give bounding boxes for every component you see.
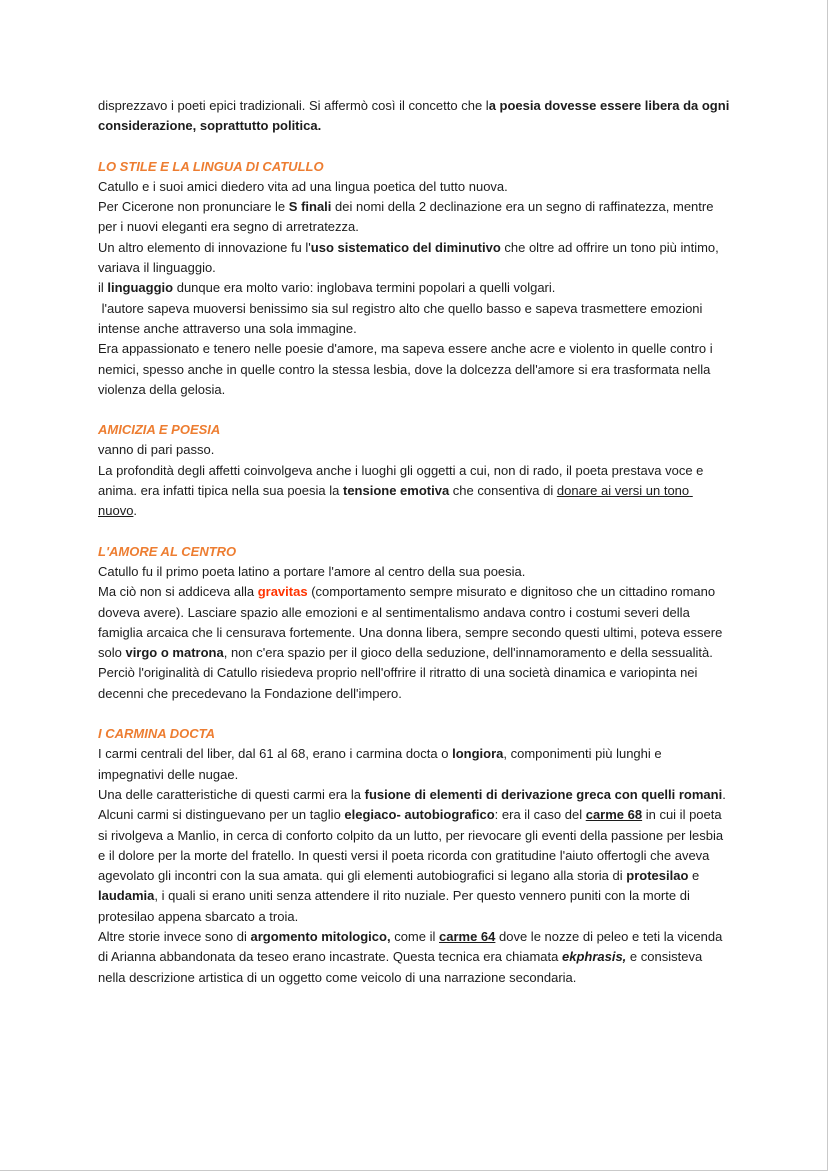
text-run: carme 68 [585, 807, 643, 823]
text-run: ekphrasis, [561, 949, 627, 965]
heading-text: L'AMORE AL CENTRO [98, 543, 237, 559]
text-run: che consentiva di [449, 483, 557, 499]
paragraph [98, 238, 730, 279]
paragraph [98, 177, 730, 197]
text-run: protesilao [626, 868, 689, 884]
text-run: linguaggio [107, 280, 174, 296]
text-run: donare ai versi un tono nuovo [98, 483, 693, 519]
section-heading [98, 157, 730, 177]
section-heading [98, 542, 730, 562]
paragraph [98, 927, 730, 988]
text-run: laudamia [98, 888, 155, 904]
text-run: Catullo e i suoi amici diedero vita ad una lingua poetica del tutto nuova. [98, 178, 508, 194]
paragraph [98, 562, 730, 582]
text-run: e consisteva nella descrizione artistica di un oggetto come veicolo di una narrazione secondaria. [98, 949, 706, 985]
section-heading [98, 420, 730, 440]
paragraph [98, 96, 733, 137]
text-run: dove le nozze di peleo e teti la vicenda di Arianna abbandonata da teseo erano incastrate. Questa tecnica era chiamata [98, 928, 726, 965]
text-run: Ma ciò non si addiceva alla [98, 584, 258, 600]
paragraph [98, 299, 730, 340]
text-run: . [722, 786, 726, 802]
text-run: a poesia dovesse essere libera da ogni considerazione, soprattutto politica. [98, 98, 733, 134]
heading-text: AMICIZIA E POESIA [98, 422, 221, 438]
text-run: disprezzavo i poeti epici tradizionali. Si affermò così il concetto che l [98, 98, 489, 113]
document-content [98, 96, 733, 988]
text-run: S finali [288, 199, 332, 215]
paragraph [98, 805, 730, 927]
text-run: Una delle caratteristiche di questi carmi era la [98, 786, 365, 802]
paragraph [98, 278, 730, 298]
paragraph [98, 582, 730, 663]
text-run: in cui il poeta si rivolgeva a Manlio, in cerca di conforto colpito da un lutto, per rievocare gli eventi della passione per lesbia e il dolore per la morte del fratello. In questi versi il poeta ricorda con gratitudine l'aiuto offertogli che aveva agevolato gli incontri con la sua amata. qui gli elementi autobiografici si legano alla storia di [98, 807, 727, 884]
text-run: . [133, 503, 138, 519]
text-run: , non c'era spazio per il gioco della seduzione, dell'innamoramento e della sessualità. [223, 645, 713, 661]
text-run: fusione di elementi di derivazione greca con quelli romani [364, 786, 723, 802]
text-run: dei nomi della 2 declinazione era un segno di raffinatezza, mentre per i nuovi eleganti era segno di arretratezza. [98, 199, 718, 235]
paragraph [98, 339, 730, 400]
text-run: carme 64 [439, 928, 496, 944]
paragraph [98, 440, 730, 460]
heading-text: LO STILE E LA LINGUA DI CATULLO [98, 158, 324, 174]
paragraph [98, 663, 730, 704]
text-run: Un altro elemento di innovazione fu l' [98, 239, 311, 255]
text-run: Per Cicerone non pronunciare le [98, 199, 289, 215]
text-run: come il [390, 928, 439, 944]
text-run: , i quali si erano uniti senza attendere il rito nuziale. Per questo vennero puniti con la morte di protesilao appena sbarcato a troia. [98, 888, 694, 924]
text-run: Alcuni carmi si distinguevano per un taglio [98, 807, 345, 823]
text-run: Perciò l'originalità di Catullo risiedeva proprio nell'offrire il ritratto di una società dinamica e variopinta nei decenni che precedevano la Fondazione dell'impero. [98, 665, 702, 701]
text-run: La profondità degli affetti coinvolgeva anche i luoghi gli oggetti a cui, non di rado, il poeta prestava voce e anima. era infatti tipica nella sua poesia la [98, 462, 708, 499]
heading-text: I CARMINA DOCTA [98, 726, 215, 742]
text-run: Altre storie invece sono di [98, 928, 251, 944]
text-run: il [98, 280, 108, 296]
text-run: virgo o matrona [125, 645, 224, 661]
text-run: I carmi centrali del liber, dal 61 al 68, erano i carmina docta o [98, 746, 453, 762]
text-run: longiora [452, 746, 504, 762]
paragraph [98, 197, 730, 238]
text-run: elegiaco- autobiografico [344, 807, 495, 823]
text-run: , componimenti più lunghi e impegnativi delle nugae. [98, 746, 666, 782]
text-run: dunque era molto vario: inglobava termini popolari a quelli volgari. [173, 280, 556, 296]
paragraph [98, 744, 730, 785]
text-run: uso sistematico del diminutivo [310, 239, 501, 255]
text-run: : era il caso del [494, 807, 586, 823]
text-run: Era appassionato e tenero nelle poesie d'amore, ma sapeva essere anche acre e violento in quelle contro i nemici, spesso anche in quelle contro la stessa lesbia, dove la dolcezza dell'amore si era trasformata nella violenza della gelosia. [98, 341, 717, 397]
text-run: e [688, 868, 703, 884]
text-run: vanno di pari passo. [98, 442, 215, 458]
text-run: (comportamento sempre misurato e dignitoso che un cittadino romano doveva avere). Lasciare spazio alle emozioni e al sentimentalismo andava contro i costumi severi della famiglia arcaica che li censurava fortemente. Una donna libera, sempre secondo questi ultimi, poteva essere solo [98, 584, 726, 661]
text-run: argomento mitologico, [250, 928, 391, 944]
text-run: gravitas [257, 584, 308, 600]
paragraph [98, 461, 730, 522]
paragraph [98, 785, 730, 805]
text-run: Catullo fu il primo poeta latino a portare l'amore al centro della sua poesia. [98, 563, 526, 579]
section-heading [98, 724, 730, 744]
text-run: che oltre ad offrire un tono più intimo, variava il linguaggio. [98, 239, 723, 276]
text-run: l'autore sapeva muoversi benissimo sia sul registro alto che quello basso e sapeva trasmettere emozioni intense anche attraverso una sola immagine. [98, 300, 707, 336]
text-run: tensione emotiva [342, 483, 450, 499]
